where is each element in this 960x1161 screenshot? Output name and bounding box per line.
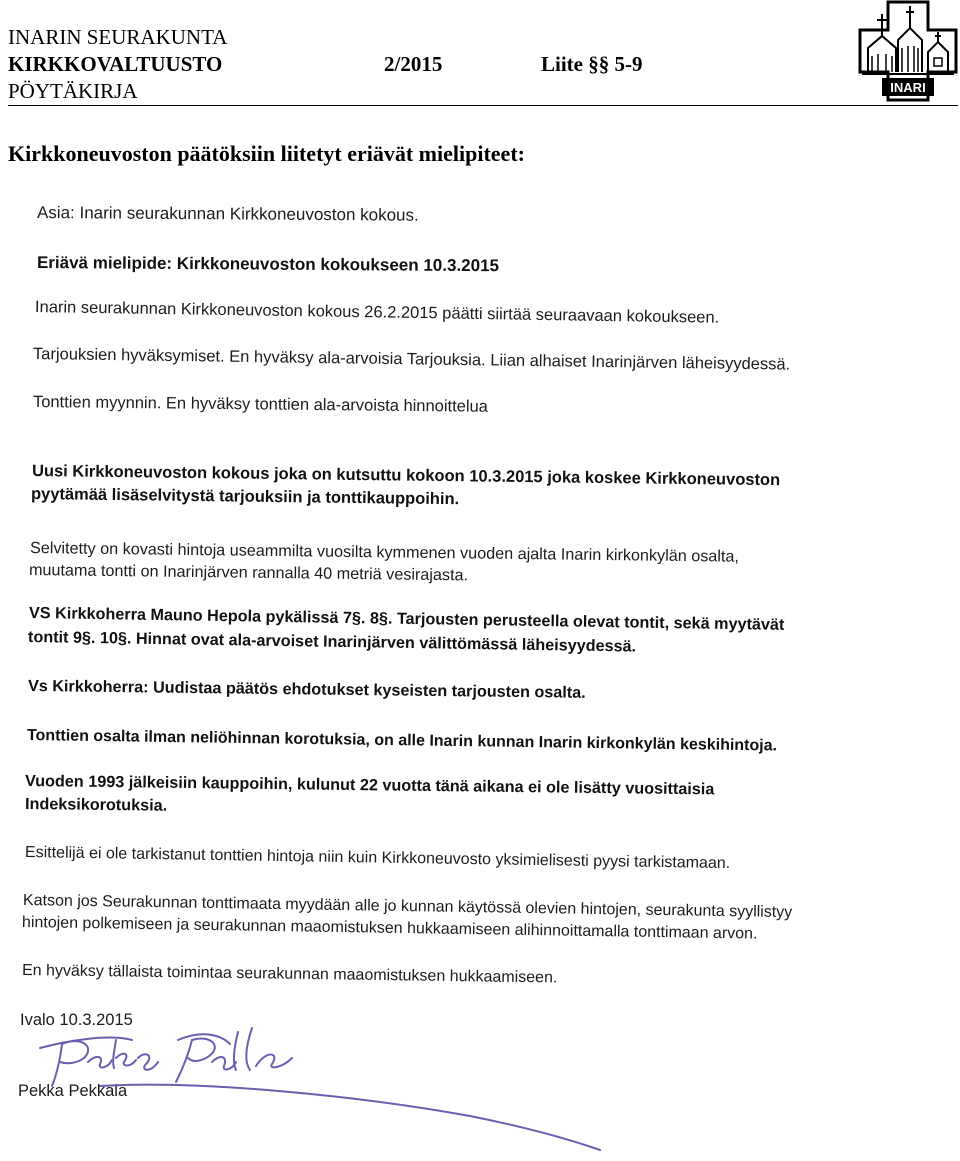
- letter-paragraph: hintojen polkemiseen ja seurakunnan maaomistuksen hukkaamiseen alihinnoittamalla tonttimaan arvon.: [21, 914, 758, 943]
- header-rule: [8, 105, 958, 106]
- letter-paragraph: En hyväksy tällaista toimintaa seurakunnan maaomistuksen hukkaamiseen.: [21, 962, 558, 987]
- letter-paragraph-bold: tontit 9§. 10§. Hinnat ovat ala-arvoiset Inarinjärven välittömässä läheisyydessä.: [27, 628, 637, 656]
- letter-paragraph-bold: Indeksikorotuksia.: [24, 795, 168, 815]
- letter-paragraph-bold: VS Kirkkoherra Mauno Hepola pykälissä 7§. 8§. Tarjousten perusteella olevat tontit, sekä myytävät: [28, 604, 785, 634]
- letter-paragraph-bold: Vs Kirkkoherra: Uudistaa päätös ehdotukset kyseisten tarjousten osalta.: [27, 677, 586, 702]
- dissent-heading: Eriävä mielipide: Kirkkoneuvoston kokoukseen 10.3.2015: [36, 253, 500, 276]
- letter-paragraph-bold: Vuoden 1993 jälkeisiin kauppoihin, kulunut 22 vuotta tänä aikana ei ole lisätty vuosittaisia: [24, 772, 715, 799]
- letter-paragraph-bold: Tonttien osalta ilman neliöhinnan korotuksia, on alle Inarin kunnan Inarin kirkonkylän keskihintoja.: [26, 727, 778, 755]
- letter-paragraph-bold: pyytämää lisäselvitystä tarjouksiin ja tonttikauppoihin.: [30, 485, 460, 509]
- letter-paragraph: Esittelijä ei ole tarkistanut tonttien hintoja niin kuin Kirkkoneuvosto yksimielisesti pyysi tarkistamaan.: [24, 844, 731, 873]
- letter-paragraph: Selvitetty on kovasti hintoja useammilta vuosilta kymmenen vuoden ajalta Inarin kirkonkylän osalta,: [29, 539, 740, 566]
- issue-number: 2/2015: [384, 52, 443, 76]
- attachment-ref: Liite §§ 5-9: [541, 52, 643, 76]
- letter-paragraph-bold: Uusi Kirkkoneuvoston kokous joka on kutsuttu kokoon 10.3.2015 joka koskee Kirkkoneuvoston: [31, 462, 781, 490]
- council-name: KIRKKOVALTUUSTO: [8, 52, 223, 76]
- signer-name: Pekka Pekkala: [18, 1082, 128, 1100]
- document-type: PÖYTÄKIRJA: [8, 79, 138, 103]
- org-name: INARIN SEURAKUNTA: [8, 25, 228, 49]
- place-date: Ivalo 10.3.2015: [20, 1011, 133, 1029]
- logo-text: INARI: [890, 80, 926, 95]
- inari-parish-logo: [858, 0, 958, 102]
- letter-paragraph: muutama tontti on Inarinjärven rannalla 40 metriä vesirajasta.: [28, 561, 469, 585]
- letter-paragraph: Inarin seurakunnan Kirkkoneuvoston kokous 26.2.2015 päätti siirtää seuraavaan kokoukseen.: [34, 298, 720, 327]
- letter-subject: Asia: Inarin seurakunnan Kirkkoneuvoston kokous.: [36, 203, 419, 225]
- letter-paragraph: Katson jos Seurakunnan tonttimaata myydään alle jo kunnan käytössä olevien hintojen, seurakunta syyllistyy: [22, 892, 793, 922]
- page-subtitle: Kirkkoneuvoston päätöksiin liitetyt eriävät mielipiteet:: [8, 141, 525, 166]
- letter-paragraph: Tarjouksien hyväksymiset. En hyväksy ala-arvoisia Tarjouksia. Liian alhaiset Inarinjärven läheisyydessä.: [32, 345, 791, 374]
- letter-paragraph: Tonttien myynnin. En hyväksy tonttien ala-arvoista hinnoittelua: [32, 393, 488, 416]
